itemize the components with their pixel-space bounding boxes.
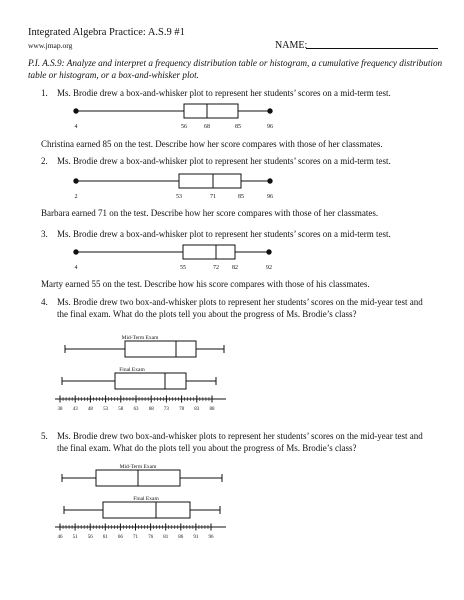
q3-number: 3. bbox=[41, 229, 48, 239]
q3-label-median: 72 bbox=[213, 265, 219, 271]
q4-number: 4. bbox=[41, 297, 48, 307]
name-label: NAME: bbox=[275, 40, 308, 51]
q2-number: 2. bbox=[41, 156, 48, 166]
q4-axis-tick-label: 63 bbox=[133, 407, 139, 412]
q5-midterm-label: Mid-Term Exam bbox=[119, 464, 157, 470]
q5-final-label: Final Exam bbox=[133, 496, 159, 502]
q5-number: 5. bbox=[41, 431, 48, 441]
q4-axis-tick-label: 73 bbox=[163, 407, 169, 412]
q4-prompt: Ms. Brodie drew two box-and-whisker plots to represent her students’ scores on the mid-year test and the final exam. What do the plots tell you about the progress of Ms. Brodie’s class? bbox=[57, 297, 423, 319]
q3-label-q3: 82 bbox=[232, 265, 238, 271]
q4-axis-tick-label: 88 bbox=[209, 407, 215, 412]
q4-axis-tick-label: 43 bbox=[72, 407, 78, 412]
q2-prompt: Ms. Brodie drew a box-and-whisker plot to represent her students’ scores on a mid-term test. bbox=[57, 156, 391, 166]
q5-final-box-plot bbox=[64, 502, 220, 518]
q4-axis-tick-labels bbox=[58, 407, 216, 412]
q5-prompt: Ms. Brodie drew two box-and-whisker plots to represent her students’ scores on the mid-year test and the final exam. What do the plots tell you about the progress of Ms. Brodie’s class? bbox=[57, 431, 423, 453]
q3-label-max: 92 bbox=[266, 265, 272, 271]
q1-label-median: 68 bbox=[204, 124, 210, 130]
q5-axis-tick-label: 86 bbox=[178, 535, 184, 540]
q1-label-min: 4 bbox=[74, 124, 78, 130]
q4-final-box-plot bbox=[62, 373, 216, 389]
q5-axis-tick-label: 66 bbox=[117, 535, 123, 540]
q2-label-min: 2 bbox=[74, 194, 78, 200]
q1-label-q1: 56 bbox=[181, 124, 187, 130]
q2-label-max: 96 bbox=[267, 194, 273, 200]
q5-axis-tick-label: 71 bbox=[133, 535, 138, 540]
website-url: www.jmap.org bbox=[28, 41, 73, 50]
q5-axis-tick-label: 81 bbox=[163, 535, 169, 540]
q4-axis-tick-label: 83 bbox=[194, 407, 200, 412]
q5-axis-tick-label: 46 bbox=[57, 535, 63, 540]
q1-label-q3: 85 bbox=[235, 124, 241, 130]
q4-axis-tick-label: 78 bbox=[179, 407, 185, 412]
q5-midterm-box-plot bbox=[62, 470, 222, 486]
q5-axis-tick-labels bbox=[58, 535, 215, 540]
q5-axis-tick-label: 61 bbox=[102, 535, 108, 540]
q4-axis-tick-label: 53 bbox=[103, 407, 109, 412]
worksheet-title: Integrated Algebra Practice: A.S.9 #1 bbox=[28, 27, 185, 38]
q5-axis-tick-label: 76 bbox=[148, 535, 154, 540]
q3-box-plot bbox=[74, 245, 271, 259]
q1-prompt: Ms. Brodie drew a box-and-whisker plot to represent her students’ scores on a mid-term test. bbox=[57, 88, 391, 98]
q4-axis-tick-label: 68 bbox=[148, 407, 154, 412]
q3-label-min: 4 bbox=[74, 265, 78, 271]
q2-label-median: 71 bbox=[210, 194, 216, 200]
q4-axis-tick-label: 58 bbox=[118, 407, 124, 412]
q2-box-plot bbox=[74, 174, 272, 188]
q4-axis-tick-label: 48 bbox=[87, 407, 93, 412]
q5-axis-tick-label: 51 bbox=[72, 535, 78, 540]
q2-label-q1: 53 bbox=[176, 194, 182, 200]
q2-followup: Barbara earned 71 on the test. Describe how her score compares with those of her classmates. bbox=[41, 208, 379, 218]
q3-label-q1: 55 bbox=[180, 265, 186, 271]
standard-text: P.I. A.S.9: Analyze and interpret a frequency distribution table or histogram, a cumulative frequency distribution table or histogram, or a box-and-whisker plot. bbox=[28, 58, 443, 80]
q3-prompt: Ms. Brodie drew a box-and-whisker plot to represent her students’ scores on a mid-term test. bbox=[57, 229, 391, 239]
q4-axis-tick-label: 38 bbox=[57, 407, 63, 412]
q5-axis-tick-label: 56 bbox=[87, 535, 93, 540]
q1-label-max: 96 bbox=[267, 124, 273, 130]
q1-box-plot bbox=[74, 104, 272, 118]
q4-midterm-box-plot bbox=[65, 341, 224, 357]
q5-axis-tick-label: 96 bbox=[208, 535, 214, 540]
q1-number: 1. bbox=[41, 88, 48, 98]
q4-final-label: Final Exam bbox=[119, 367, 145, 373]
q4-midterm-label: Mid-Term Exam bbox=[121, 335, 159, 341]
q1-followup: Christina earned 85 on the test. Describe how her score compares with those of her classmates. bbox=[41, 139, 383, 149]
q5-axis-tick-label: 91 bbox=[193, 535, 199, 540]
q2-label-q3: 85 bbox=[238, 194, 244, 200]
q3-followup: Marty earned 55 on the test. Describe how his score compares with those of his classmates. bbox=[41, 279, 370, 289]
